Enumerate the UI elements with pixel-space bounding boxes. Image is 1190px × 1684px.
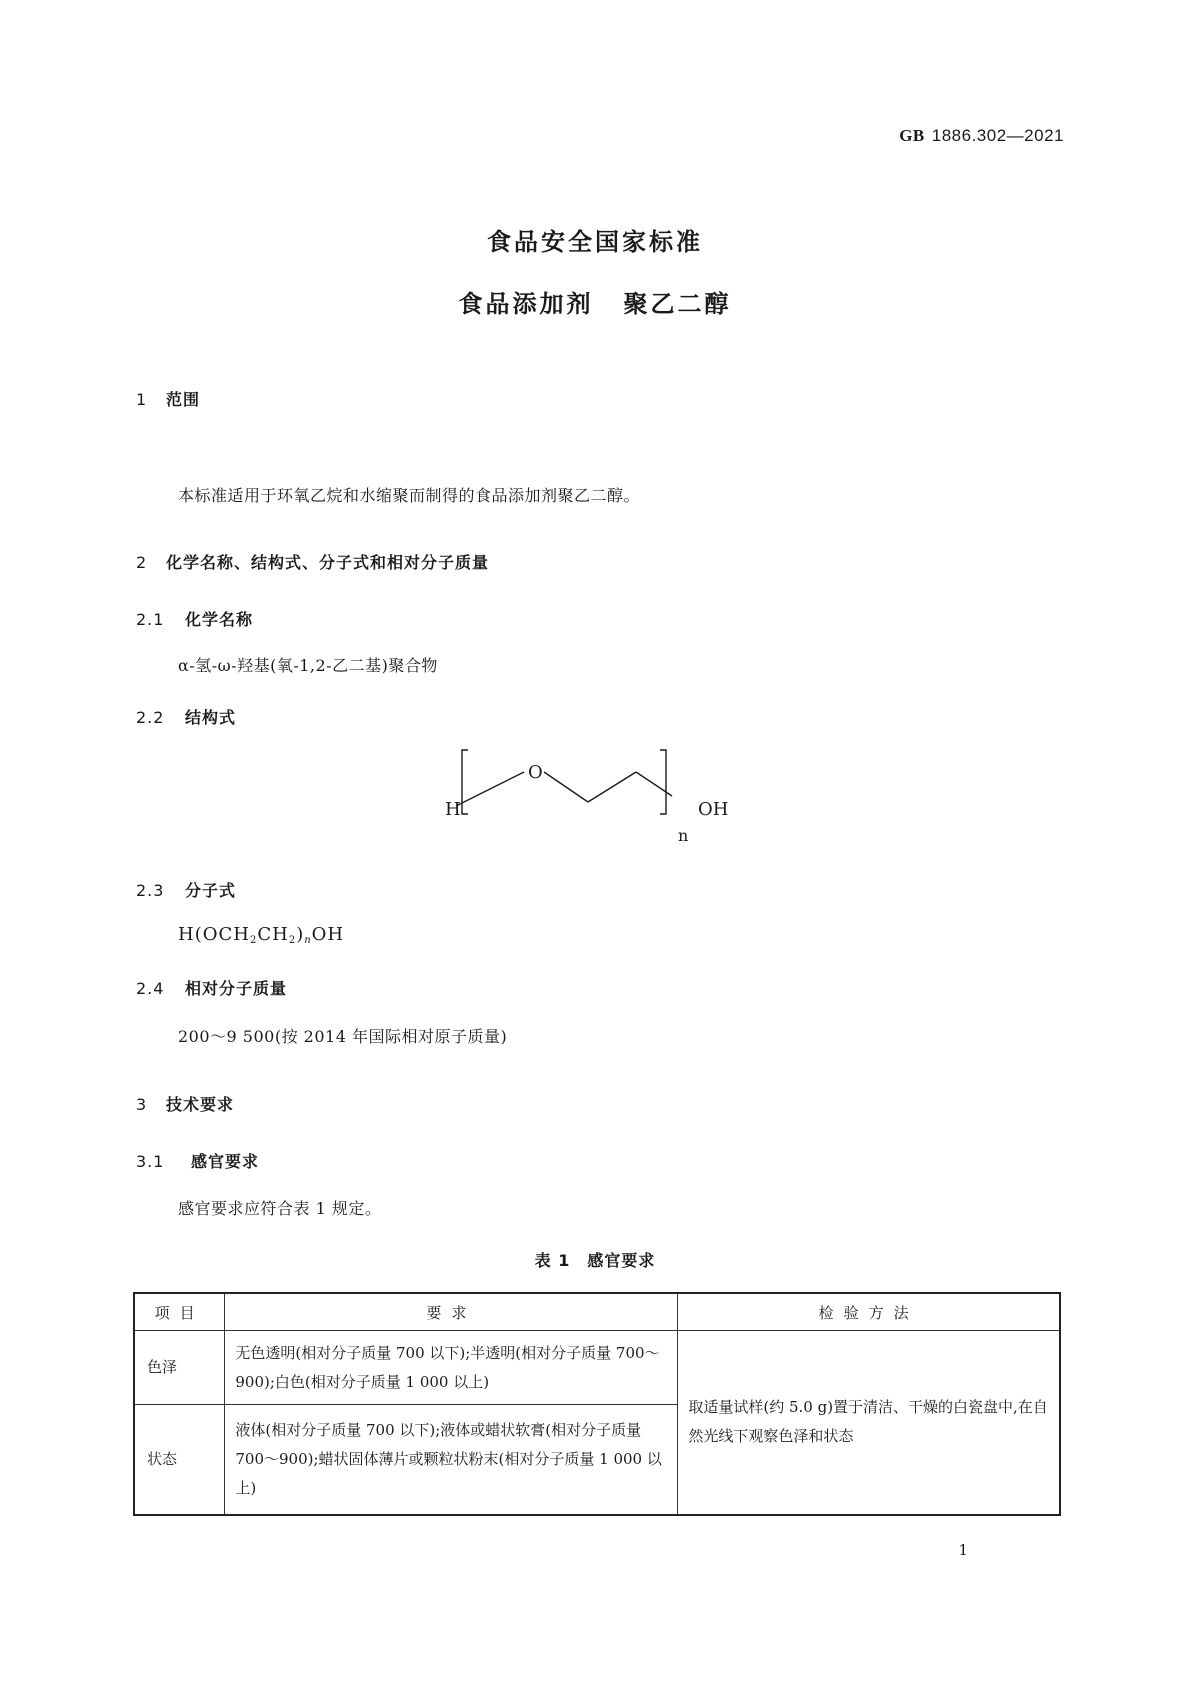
section-3-1-heading (136, 1149, 259, 1172)
section-1-heading (136, 387, 200, 410)
row-item: 状态 (134, 1405, 225, 1515)
header-item: 项目 (134, 1293, 225, 1331)
sensory-requirements-table (133, 1292, 1061, 1516)
section-title: 范围 (166, 390, 201, 409)
title-sub-left: 食品添加剂 (458, 290, 594, 318)
chemical-name: α-氢-ω-羟基(氧-1,2-乙二基)聚合物 (178, 656, 438, 675)
left-bracket (462, 750, 468, 814)
table-row (134, 1331, 1060, 1405)
page-number: 1 (958, 1541, 968, 1559)
title-main: 食品安全国家标准 (487, 228, 703, 256)
row-item: 色泽 (134, 1331, 225, 1405)
section-title: 相对分子质量 (185, 979, 288, 998)
title-sub (0, 284, 1190, 319)
title-sub-right: 聚乙二醇 (623, 290, 732, 318)
section-3-heading (136, 1092, 234, 1115)
right-bracket (660, 750, 666, 814)
section-2-heading (136, 550, 489, 573)
section-number: 2 (136, 553, 148, 572)
section-2-2-heading (136, 705, 236, 728)
section-title: 化学名称 (185, 610, 254, 629)
header-requirement: 要求 (225, 1293, 678, 1331)
section-number: 1 (136, 390, 148, 409)
section-number: 3 (136, 1095, 148, 1114)
row-requirement: 无色透明(相对分子质量 700 以下);半透明(相对分子质量 700～900);白色(相对分子质量 1 000 以上) (225, 1331, 678, 1405)
molecular-formula: $H(OCH_2CH_2)nOH$ (178, 924, 345, 946)
atom-oxygen: O (528, 762, 543, 783)
section-title: 技术要求 (166, 1095, 235, 1114)
section-title: 分子式 (185, 881, 237, 900)
section-2-3-heading (136, 878, 236, 901)
section-1-text: 本标准适用于环氧乙烷和水缩聚而制得的食品添加剂聚乙二醇。 (178, 486, 641, 505)
bond-c-c (588, 772, 636, 802)
group-oh: OH (698, 799, 729, 820)
section-number: 2.2 (136, 708, 165, 727)
section-title: 结构式 (185, 708, 237, 727)
standard-code (899, 126, 1064, 146)
section-number: 2.1 (136, 610, 165, 629)
section-2-1-heading (136, 607, 253, 630)
section-number: 2.3 (136, 881, 165, 900)
table-caption: 表 1 感官要求 (534, 1251, 656, 1270)
section-number: 3.1 (136, 1152, 165, 1171)
bond-h-c (456, 790, 488, 806)
table-header-row (134, 1293, 1060, 1331)
standard-prefix: GB (899, 126, 925, 145)
molecular-mass: 200～9 500(按 2014 年国际相对原子质量) (178, 1027, 508, 1046)
row-requirement: 液体(相对分子质量 700 以下);液体或蜡状软膏(相对分子质量 700～900);蜡状固体薄片或颗粒状粉末(相对分子质量 1 000 以上) (225, 1405, 678, 1515)
header-method: 检验方法 (678, 1293, 1060, 1331)
section-number: 2.4 (136, 979, 165, 998)
bond-c-o (488, 772, 524, 790)
section-title: 感官要求 (191, 1152, 260, 1171)
test-method: 取适量试样(约 5.0 g)置于清洁、干燥的白瓷盘中,在自然光线下观察色泽和状态 (678, 1331, 1060, 1515)
repeat-n: n (678, 826, 689, 845)
section-title: 化学名称、结构式、分子式和相对分子质量 (166, 553, 490, 572)
standard-number: 1886.302—2021 (931, 126, 1064, 145)
section-2-4-heading (136, 976, 287, 999)
section-3-1-text: 感官要求应符合表 1 规定。 (178, 1199, 382, 1218)
atom-h: H (445, 799, 461, 820)
bond-o-c (544, 772, 588, 802)
structural-formula (430, 748, 760, 848)
